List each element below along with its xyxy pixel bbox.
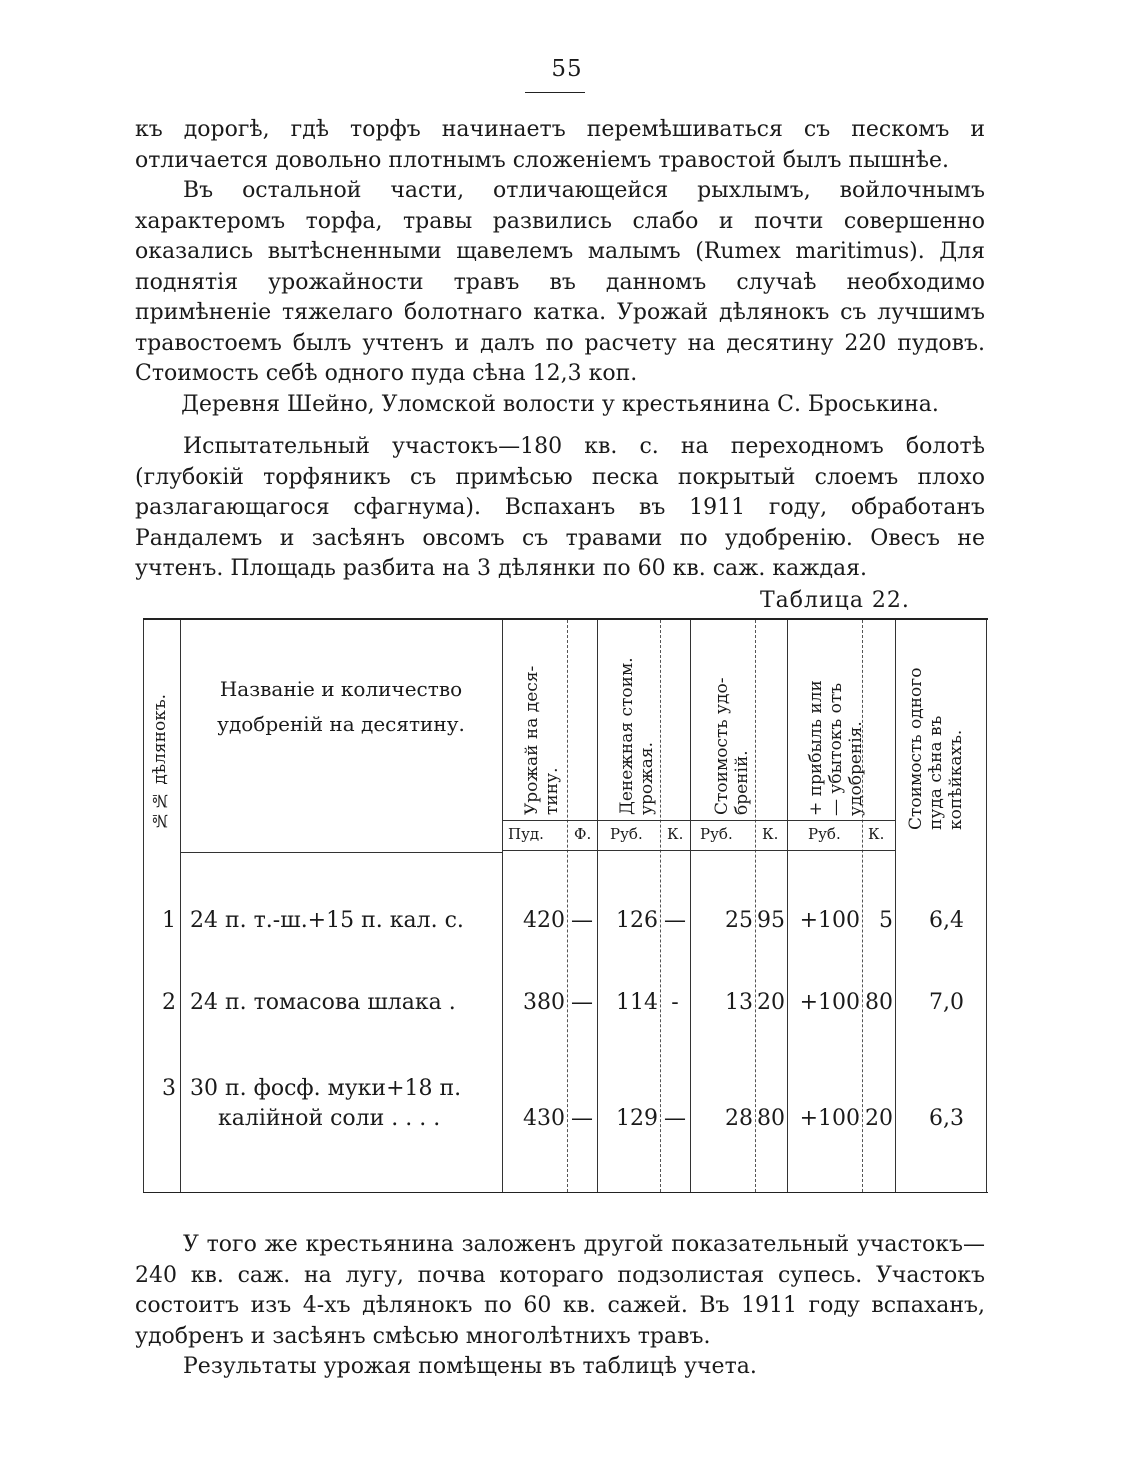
row-money-kop: — <box>664 908 686 933</box>
unit-label: К. <box>868 825 885 843</box>
row-yield-pud: 420 <box>523 908 565 933</box>
header-yield: Урожай на деся- тину. <box>522 665 562 815</box>
header-fertilizer-name: Названіе и количество удобреній на десятину. <box>217 677 465 736</box>
page-number: 55 <box>551 56 583 82</box>
header-money-value: Денежная стоим. урожая. <box>617 657 657 815</box>
table-header-rule <box>180 852 502 853</box>
unit-label: Руб. <box>700 825 733 843</box>
table-line <box>180 620 181 1192</box>
row-fertilizer-name-cont: калійной соли . . . . <box>218 1106 441 1131</box>
table-line <box>895 620 896 1192</box>
table-line <box>597 620 598 1192</box>
table-units-rule <box>502 850 895 851</box>
row-fert-kop: 20 <box>757 990 785 1015</box>
header-hay-cost: Стоимость одного пуда сѣна въ копѣйкахъ. <box>906 667 966 830</box>
table-caption: Таблица 22. <box>760 588 910 613</box>
paragraph-top-2: Въ остальной части, отличающейся рыхлымъ, войлочнымъ характеромъ торфа, травы развились слабо и почти совершенно оказались вытѣсненными щавелемъ малымъ (Rumex maritimus). Для поднятія урожайности травъ въ данномъ случаѣ необходимо примѣненіе тяжелаго болотнаго катка. Урожай дѣлянокъ съ лучшимъ травостоемъ былъ учтенъ и далъ по расчету на десятину 220 пудовъ. Стоимость себѣ одного пуда сѣна 12,3 коп. <box>135 178 985 386</box>
row-number: 1 <box>162 908 176 933</box>
row-money-rub: 114 <box>616 990 658 1015</box>
unit-label: К. <box>762 825 779 843</box>
row-profit-rub: +100 <box>799 990 860 1015</box>
table-line <box>502 620 503 1192</box>
unit-label: Пуд. <box>508 825 544 843</box>
row-fert-kop: 80 <box>757 1106 785 1131</box>
row-yield-pud: 380 <box>523 990 565 1015</box>
row-fert-rub: 13 <box>725 990 753 1015</box>
paragraph-top-1: къ дорогѣ, гдѣ торфъ начинаетъ перемѣшиваться съ пескомъ и отличается довольно плотнымъ сложеніемъ травостой былъ пышнѣе. <box>135 117 985 173</box>
paragraph-bottom-1: У того же крестьянина заложенъ другой показательный участокъ—240 кв. саж. на лугу, почва котораго подзолистая супесь. Участокъ состоитъ изъ 4-хъ дѣлянокъ по 60 кв. сажей. Въ 1911 году вспаханъ, удобренъ и засѣянъ смѣсью многолѣтнихъ травъ. <box>135 1232 985 1349</box>
mid-text-block <box>135 432 985 585</box>
row-fertilizer-name: 30 п. фосф. муки+18 п. <box>190 1076 462 1101</box>
table-bottom-rule <box>143 1192 988 1193</box>
row-fert-rub: 28 <box>725 1106 753 1131</box>
unit-label: Руб. <box>610 825 643 843</box>
row-hay-cost: 7,0 <box>929 990 964 1015</box>
bottom-text-block <box>135 1230 985 1383</box>
row-fertilizer-name: 24 п. т.-ш.+15 п. кал. с. <box>190 908 464 933</box>
unit-label: Ф. <box>574 825 592 843</box>
row-profit-kop: 80 <box>865 990 893 1015</box>
row-fert-rub: 25 <box>725 908 753 933</box>
table-line <box>143 620 144 1192</box>
row-hay-cost: 6,3 <box>929 1106 964 1131</box>
row-money-kop: - <box>671 990 679 1015</box>
row-money-kop: — <box>664 1106 686 1131</box>
table-units-rule <box>502 820 895 821</box>
header-plot-number: №№ дѣлянокъ. <box>150 693 170 830</box>
row-fert-kop: 95 <box>757 908 785 933</box>
section-heading: Деревня Шейно, Уломской волости у крестьянина С. Броськина. <box>181 392 939 417</box>
row-profit-rub: +100 <box>799 1106 860 1131</box>
row-profit-rub: +100 <box>799 908 860 933</box>
row-number: 3 <box>162 1076 176 1101</box>
unit-label: Руб. <box>808 825 841 843</box>
row-yield-funt: — <box>571 1106 593 1131</box>
paragraph-mid: Испытательный участокъ—180 кв. с. на переходномъ болотѣ (глубокій торфяникъ съ примѣсью песка покрытый слоемъ плохо разлагающагося сфагнума). Вспаханъ въ 1911 году, обработанъ Рандалемъ и засѣянъ овсомъ съ травами по удобренію. Овесъ не учтенъ. Площадь разбита на 3 дѣлянки по 60 кв. саж. каждая. <box>135 434 985 581</box>
page-number-rule <box>525 92 585 93</box>
row-yield-funt: — <box>571 908 593 933</box>
row-money-rub: 129 <box>616 1106 658 1131</box>
row-yield-funt: — <box>571 990 593 1015</box>
paragraph-bottom-2: Результаты урожая помѣщены въ таблицѣ учета. <box>183 1354 757 1379</box>
row-number: 2 <box>162 990 176 1015</box>
unit-label: К. <box>667 825 684 843</box>
row-hay-cost: 6,4 <box>929 908 964 933</box>
row-money-rub: 126 <box>616 908 658 933</box>
row-yield-pud: 430 <box>523 1106 565 1131</box>
table-line <box>690 620 691 1192</box>
header-profit-loss: + прибыль или — убытокъ отъ удобренія. <box>806 680 866 816</box>
header-fertilizer-cost: Стоимость удо- бреній. <box>712 677 752 815</box>
row-profit-kop: 20 <box>865 1106 893 1131</box>
top-text-block <box>135 115 985 390</box>
row-fertilizer-name: 24 п. томасова шлака . <box>190 990 456 1015</box>
table-line <box>986 620 987 1192</box>
row-profit-kop: 5 <box>879 908 893 933</box>
